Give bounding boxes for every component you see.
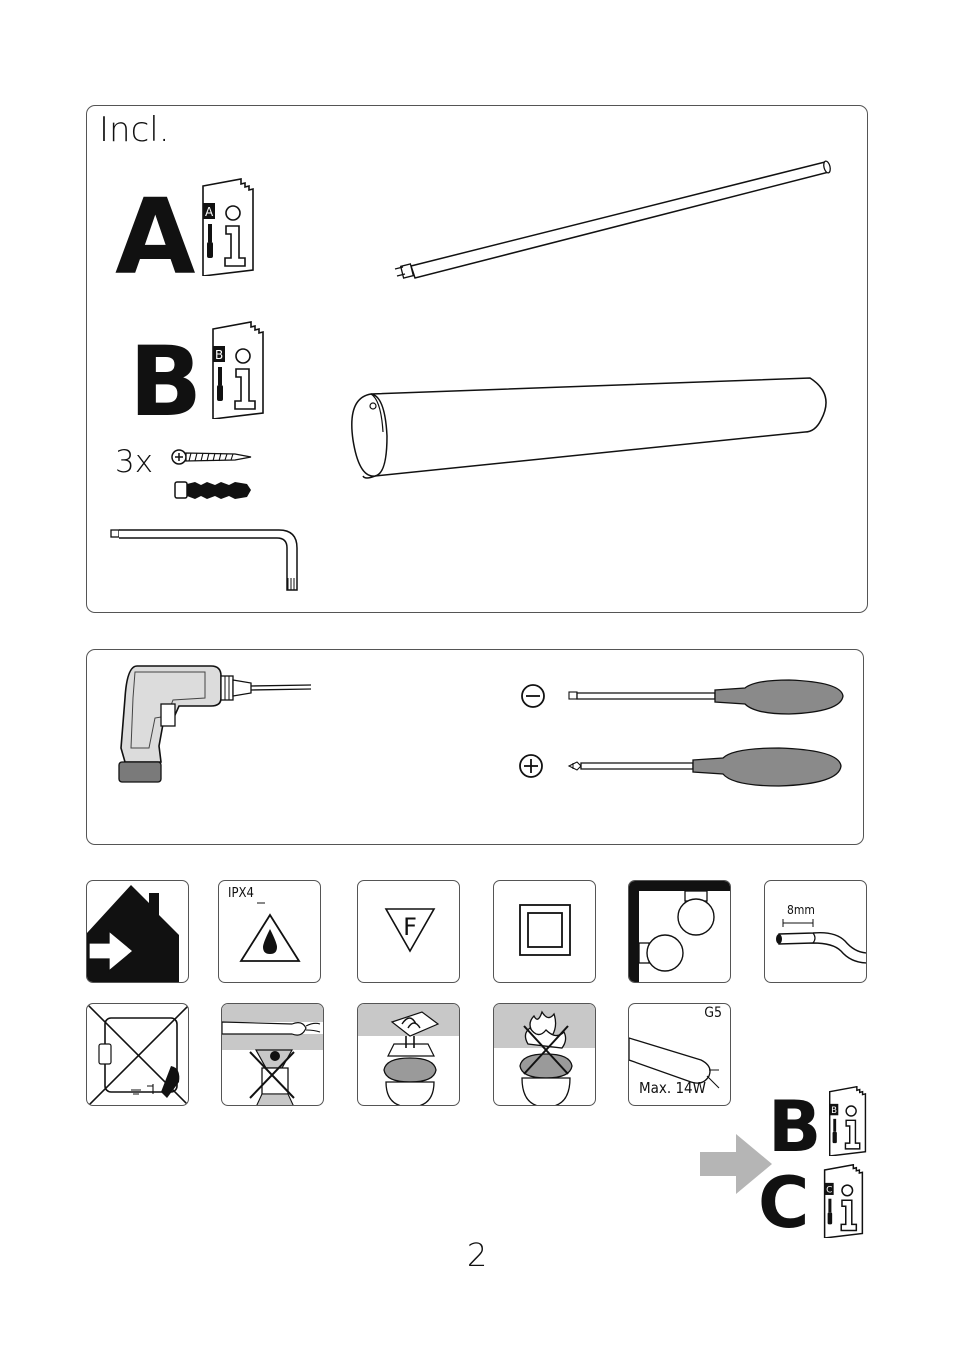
next-booklet-b-icon xyxy=(828,1086,870,1156)
f-triangle-icon xyxy=(358,881,460,983)
indoor-use-tile xyxy=(86,880,189,983)
double-insulation-icon xyxy=(494,881,596,983)
info-booklet-b-icon xyxy=(211,321,269,419)
next-booklet-c-icon xyxy=(822,1164,868,1238)
cross-screwdriver-icon xyxy=(517,746,847,790)
class-ii-tile xyxy=(493,880,596,983)
lamp-spec-tile xyxy=(628,1003,731,1106)
drill-icon xyxy=(115,658,315,784)
booklet-b-tab: B xyxy=(215,348,224,362)
splash-proof-icon xyxy=(219,881,321,983)
included-title: Incl. xyxy=(99,110,170,150)
next-manual-b-letter: B xyxy=(768,1086,822,1168)
no-dimmer-tile xyxy=(86,1003,189,1106)
flat-screwdriver-icon xyxy=(519,676,849,720)
next-manual-c-letter: C xyxy=(758,1162,810,1244)
lamp-base-label: G5 xyxy=(704,1005,722,1021)
info-booklet-a-icon xyxy=(201,178,259,276)
wall-ceiling-lamp-icon xyxy=(629,881,731,983)
no-cable-contact-icon xyxy=(222,1004,324,1106)
no-cable-contact-tile xyxy=(221,1003,324,1106)
wire-strip-tile xyxy=(764,880,867,983)
insulation-ok-tile xyxy=(357,1003,460,1106)
manual-a-letter: A xyxy=(115,176,196,298)
f-mark-tile xyxy=(357,880,460,983)
manual-b-letter: B xyxy=(129,326,203,438)
page-number: 2 xyxy=(466,1236,488,1274)
ceiling-insulation-ok-icon xyxy=(358,1004,460,1106)
no-insulation-cover-icon xyxy=(494,1004,596,1106)
fluorescent-tube-icon xyxy=(393,154,843,288)
stripped-wire-icon xyxy=(765,881,867,983)
required-tools-panel xyxy=(86,649,864,845)
booklet-a-tab: A xyxy=(205,205,214,219)
included-parts-panel xyxy=(86,105,868,613)
strip-length-label: 8mm xyxy=(787,903,815,917)
wall-ceiling-mount-tile xyxy=(628,880,731,983)
next-booklet-b-tab: B xyxy=(831,1106,838,1117)
luminaire-body-icon xyxy=(345,372,835,488)
no-insulation-cover-tile xyxy=(493,1003,596,1106)
f-mark-label: F xyxy=(403,913,417,941)
screw-and-plug-icon xyxy=(171,444,255,508)
ipx-rating-label: IPX4 xyxy=(228,886,254,901)
ipx4-rating-tile xyxy=(218,880,321,983)
max-power-label: Max. 14W xyxy=(639,1079,706,1097)
next-booklet-c-tab: C xyxy=(826,1185,833,1196)
screw-quantity: 3x xyxy=(115,444,154,480)
allen-key-icon xyxy=(109,526,305,596)
no-dimmer-icon xyxy=(87,1004,189,1106)
indoor-house-icon xyxy=(87,881,189,983)
